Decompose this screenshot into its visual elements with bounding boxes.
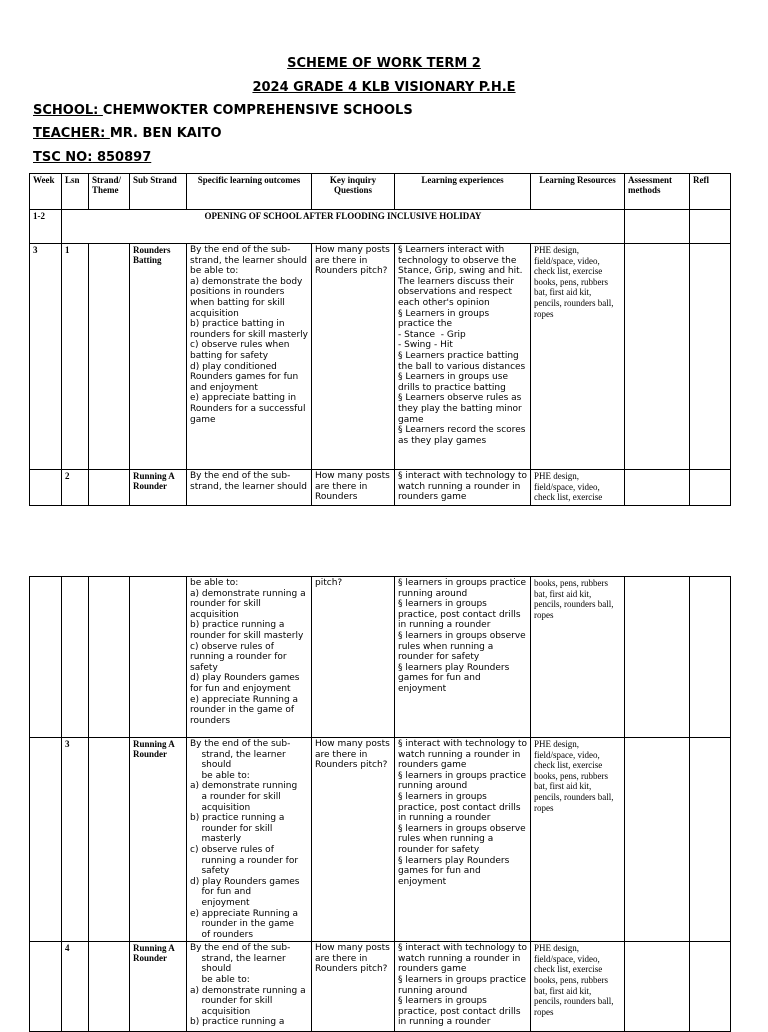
outcomes-cell: By the end of the sub-strand, the learner should bbox=[187, 470, 312, 506]
col-resources: Learning Resources bbox=[531, 174, 625, 210]
table-row bbox=[30, 738, 731, 942]
table-row bbox=[30, 470, 731, 506]
questions-cell: How many posts are there in Rounders pitch? bbox=[312, 244, 395, 470]
refl-cell bbox=[690, 738, 731, 942]
refl-cell bbox=[690, 244, 731, 470]
week-cell bbox=[30, 942, 62, 1032]
opening-assessment bbox=[625, 210, 690, 244]
week-cell bbox=[30, 738, 62, 942]
document-subtitle bbox=[0, 80, 768, 95]
col-assessment: Assessment methods bbox=[625, 174, 690, 210]
opening-row bbox=[30, 210, 731, 244]
strand-cell bbox=[89, 470, 130, 506]
questions-cell: pitch? bbox=[312, 577, 395, 738]
school-value: CHEMWOKTER COMPREHENSIVE SCHOOLS bbox=[102, 103, 413, 118]
col-outcomes: Specific learning outcomes bbox=[187, 174, 312, 210]
questions-cell: How many posts are there in Rounders pitch? bbox=[312, 738, 395, 942]
strand-cell bbox=[89, 942, 130, 1032]
refl-cell bbox=[690, 942, 731, 1032]
sub-strand-cell: Running A Rounder bbox=[130, 738, 187, 942]
lesson-cell: 2 bbox=[62, 470, 89, 506]
resources-cell: PHE design, field/space, video, check list, exercise books, pens, rubbers bat, first aid kit, pencils, rounders ball, ropes bbox=[531, 942, 625, 1032]
lesson-cell bbox=[62, 577, 89, 738]
assessment-cell bbox=[625, 577, 690, 738]
strand-cell bbox=[89, 244, 130, 470]
scheme-table-page-1 bbox=[29, 173, 731, 506]
col-strand: Strand/ Theme bbox=[89, 174, 130, 210]
teacher-label: TEACHER: bbox=[33, 126, 110, 141]
lesson-cell: 4 bbox=[62, 942, 89, 1032]
resources-cell: books, pens, rubbers bat, first aid kit, pencils, rounders ball, ropes bbox=[531, 577, 625, 738]
experiences-cell: § learners in groups practice running around § learners in groups practice, post contact drills in running a rounder § learners in groups observe rules when running a rounder for safety § learners play Rounders games for fun and enjoyment bbox=[395, 577, 531, 738]
tsc-label: TSC NO: bbox=[33, 150, 93, 165]
tsc-value: 850897 bbox=[92, 150, 152, 165]
outcomes-cell: be able to: a) demonstrate running a rounder for skill acquisition b) practice running a rounder for skill masterly c) observe rules of running a rounder for safety d) play Rounders games for fun and enjoyment e) appreciate Running a rounder in the game of rounders bbox=[187, 577, 312, 738]
resources-cell: PHE design, field/space, video, check list, exercise bbox=[531, 470, 625, 506]
sub-strand-cell: Running A Rounder bbox=[130, 942, 187, 1032]
col-questions: Key inquiry Questions bbox=[312, 174, 395, 210]
assessment-cell bbox=[625, 244, 690, 470]
strand-cell bbox=[89, 738, 130, 942]
experiences-cell: § interact with technology to watch running a rounder in rounders game bbox=[395, 470, 531, 506]
scheme-table-page-2 bbox=[29, 576, 731, 1032]
experiences-cell: § interact with technology to watch running a rounder in rounders game § learners in groups practice running around § learners in groups practice, post contact drills in running a rounder bbox=[395, 942, 531, 1032]
resources-cell: PHE design, field/space, video, check list, exercise books, pens, rubbers bat, first aid kit, pencils, rounders ball, ropes bbox=[531, 244, 625, 470]
assessment-cell bbox=[625, 470, 690, 506]
title-line-2: 2024 GRADE 4 KLB VISIONARY P.H.E bbox=[252, 80, 516, 95]
experiences-cell: § interact with technology to watch running a rounder in rounders game § learners in groups practice running around § learners in groups practice, post contact drills in running a rounder § learners in groups observe rules when running a rounder for safety § learners play Rounders games for fun and enjoyment bbox=[395, 738, 531, 942]
col-week: Week bbox=[30, 174, 62, 210]
col-lsn: Lsn bbox=[62, 174, 89, 210]
resources-cell: PHE design, field/space, video, check list, exercise books, pens, rubbers bat, first aid kit, pencils, rounders ball, ropes bbox=[531, 738, 625, 942]
week-cell bbox=[30, 470, 62, 506]
refl-cell bbox=[690, 577, 731, 738]
outcomes-cell: By the end of the sub-strand, the learner should be able to: a) demonstrate the body positions in rounders when batting for skill acquisition b) practice batting in rounders for skill masterly c) observe rules when batting for safety d) play conditioned Rounders games for fun and enjoyment e) appreciate batting in Rounders for a successful game bbox=[187, 244, 312, 470]
sub-strand-cell: Rounders Batting bbox=[130, 244, 187, 470]
col-sub-strand: Sub Strand bbox=[130, 174, 187, 210]
teacher-line bbox=[33, 126, 222, 141]
outcomes-cell: By the end of the sub- strand, the learner should be able to: a) demonstrate running a rounder for skill acquisition b) practice running a rounder for skill masterly c) observe rules of running a rounder for safety d) play Rounders games for fun and enjoyment e) appreciate Running a rounder in the game of rounders bbox=[187, 738, 312, 942]
title-line-1: SCHEME OF WORK TERM 2 bbox=[287, 56, 481, 71]
sub-strand-cell bbox=[130, 577, 187, 738]
opening-refl bbox=[690, 210, 731, 244]
opening-week: 1-2 bbox=[30, 210, 62, 244]
week-cell bbox=[30, 577, 62, 738]
sub-strand-cell: Running A Rounder bbox=[130, 470, 187, 506]
experiences-cell: § Learners interact with technology to observe the Stance, Grip, swing and hit. The learners discuss their observations and respect each other's opinion § Learners in groups practice the - Stance - Grip - Swing - Hit § Learners practice batting the ball to various distances § Learners in groups use drills to practice batting § Learners observe rules as they play the batting minor game § Learners record the scores as they play games bbox=[395, 244, 531, 470]
refl-cell bbox=[690, 470, 731, 506]
assessment-cell bbox=[625, 738, 690, 942]
teacher-value: MR. BEN KAITO bbox=[109, 126, 222, 141]
questions-cell: How many posts are there in Rounders pitch? bbox=[312, 942, 395, 1032]
assessment-cell bbox=[625, 942, 690, 1032]
table-row bbox=[30, 577, 731, 738]
school-line bbox=[33, 103, 413, 118]
outcomes-cell: By the end of the sub- strand, the learner should be able to: a) demonstrate running a rounder for skill acquisition b) practice running a bbox=[187, 942, 312, 1032]
week-cell: 3 bbox=[30, 244, 62, 470]
table-row bbox=[30, 942, 731, 1032]
school-label: SCHOOL: bbox=[33, 103, 103, 118]
lesson-cell: 1 bbox=[62, 244, 89, 470]
col-experiences: Learning experiences bbox=[395, 174, 531, 210]
document-title bbox=[0, 56, 768, 71]
table-row bbox=[30, 244, 731, 470]
lesson-cell: 3 bbox=[62, 738, 89, 942]
questions-cell: How many posts are there in Rounders bbox=[312, 470, 395, 506]
strand-cell bbox=[89, 577, 130, 738]
tsc-line bbox=[33, 150, 151, 165]
opening-text: OPENING OF SCHOOL AFTER FLOODING INCLUSIVE HOLIDAY bbox=[62, 210, 625, 244]
header-row bbox=[30, 174, 731, 210]
col-refl: Refl bbox=[690, 174, 731, 210]
